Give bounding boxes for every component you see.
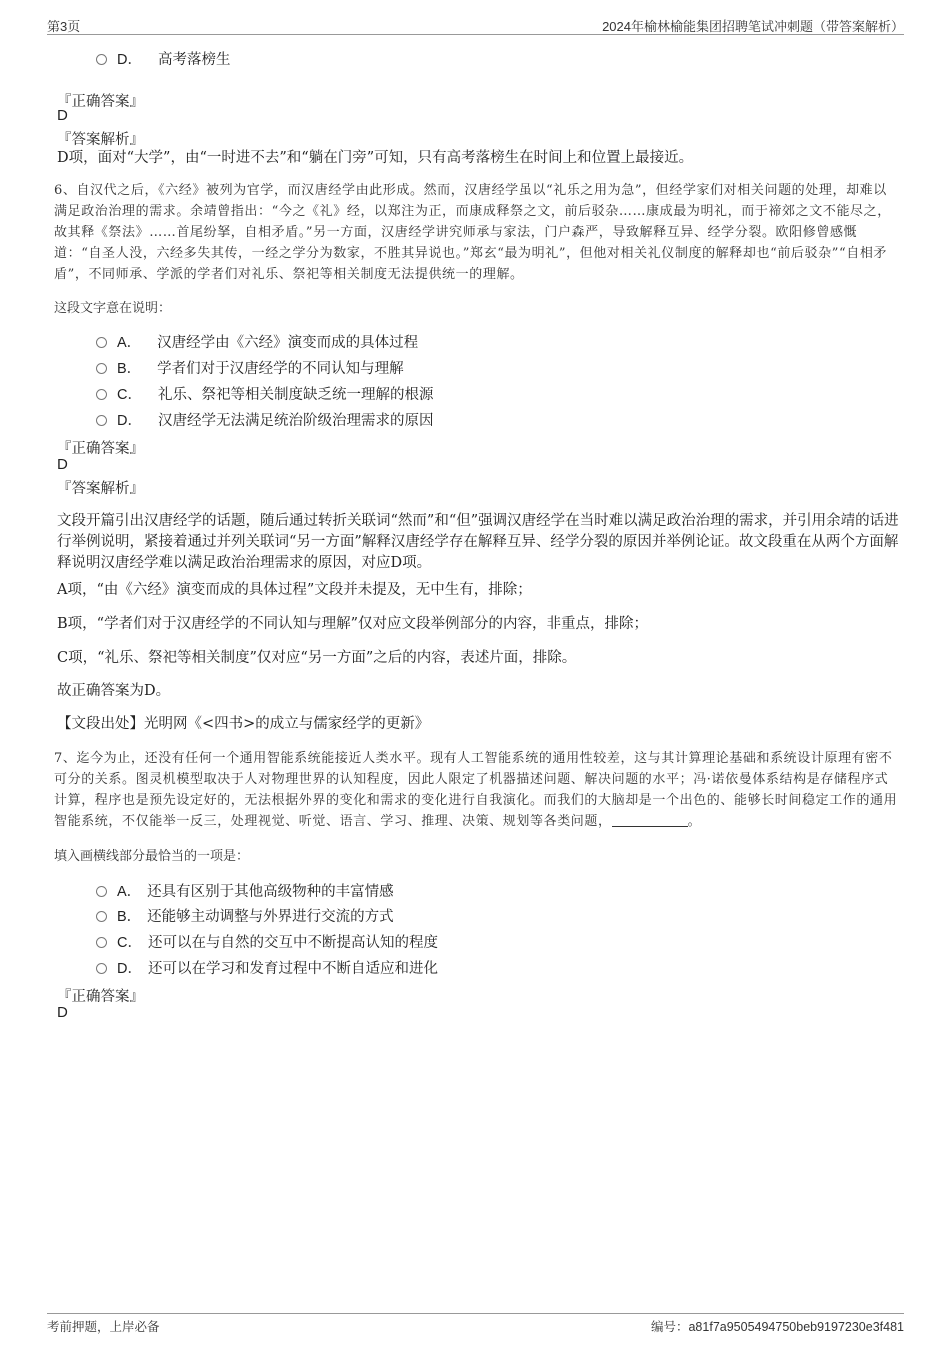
radio-icon[interactable] (96, 937, 107, 948)
radio-icon[interactable] (96, 337, 107, 348)
q7-option-a[interactable]: A． 还具有区别于其他高级物种的丰富情感 (96, 880, 394, 901)
q6-option-a[interactable]: A． 汉唐经学由《六经》演变而成的具体过程 (96, 331, 418, 352)
q6-analysis-label: 『答案解析』 (57, 481, 144, 497)
code-label: 编号： (650, 1319, 689, 1334)
q6-answer: D (57, 456, 68, 473)
document-code (651, 1317, 904, 1335)
q6-prompt: 这段文字意在说明： (54, 301, 172, 316)
radio-icon[interactable] (96, 963, 107, 974)
q6-option-b[interactable]: B． 学者们对于汉唐经学的不同认知与理解 (96, 357, 404, 378)
q7-option-d[interactable]: D． 还可以在学习和发育过程中不断自适应和进化 (96, 957, 438, 978)
q6-option-d[interactable]: D． 汉唐经学无法满足统治阶级治理需求的原因 (96, 409, 433, 430)
q6-answer-label: 『正确答案』 (57, 441, 144, 457)
page-header (47, 14, 904, 35)
q7-stem: 7、迄今为止，还没有任何一个通用智能系统能接近人类水平。现有人工智能系统的通用性较差，这与其计算理论基础和系统设计原理有密不可分的关系。图灵机模型取决于人对物理世界的认知程度，因此人限定了机器描述问题、解决问题的水平；冯·诺依曼体系结构是存储程序式计算，程序也是预先设定好的，无法根据外界的变化和需求的变化进行自我演化。而我们的大脑却是一个出色的、能够长时间稳定工作的通用智能系统，不仅能举一反三，处理视觉、听觉、语言、学习、推理、决策、规划等各类问题， 。 (54, 751, 898, 829)
page-number: 第3页 (47, 19, 81, 34)
q7-option-c[interactable]: C． 还可以在与自然的交互中不断提高认知的程度 (96, 931, 438, 952)
q6-option-c[interactable]: C． 礼乐、祭祀等相关制度缺乏统一理解的根源 (96, 383, 433, 404)
code-value: a81f7a9505494750beb9197230e3f481 (688, 1320, 904, 1334)
q7-prompt: 填入画横线部分最恰当的一项是： (54, 849, 250, 864)
radio-icon[interactable] (96, 54, 107, 65)
page-footer (47, 1313, 904, 1338)
q5-option-d[interactable]: D． 高考落榜生 (96, 48, 230, 69)
q6-analysis-a: A项，“由《六经》演变而成的具体过程”文段并未提及，无中生有，排除； (57, 582, 532, 598)
footer-slogan: 考前押题，上岸必备 (47, 1319, 160, 1334)
q5-answer: D (57, 107, 68, 124)
q6-conclusion: 故正确答案为D。 (57, 683, 171, 699)
q7-option-b[interactable]: B． 还能够主动调整与外界进行交流的方式 (96, 905, 394, 926)
q6-analysis-c: C项，“礼乐、祭祀等相关制度”仅对应“另一方面”之后的内容，表述片面，排除。 (57, 650, 577, 666)
q7-answer-label: 『正确答案』 (57, 989, 144, 1005)
q5-answer-label: 『正确答案』 (57, 94, 144, 110)
radio-icon[interactable] (96, 389, 107, 400)
radio-icon[interactable] (96, 911, 107, 922)
q5-analysis: D项，面对“大学”，由“一时进不去”和“躺在门旁”可知，只有高考落榜生在时间上和位置上最接近。 (57, 150, 694, 166)
q7-answer: D (57, 1004, 68, 1021)
radio-icon[interactable] (96, 415, 107, 426)
q6-stem: 6、自汉代之后，《六经》被列为官学，而汉唐经学由此形成。然而，汉唐经学虽以“礼乐之用为急”，但经学家们对相关问题的处理，却难以满足政治治理的需求。余靖曾指出：“今之《礼》经，以郑注为正，而康成释祭之文，前后驳杂……康成最为明礼，而于禘郊之文不能尽之，故其释《祭法》……首尾纷拏，自相矛盾。”另一方面，汉唐经学讲究师承与家法，门户森严，导致解释互异、经学分裂。欧阳修曾感慨道：“自圣人没，六经多失其传，一经之学分为数家，不胜其异说也。”郑玄“最为明礼”，但他对相关礼仪制度的解释却也“前后驳杂”“自相矛盾”，不同师承、学派的学者们对礼乐、祭祀等相关制度无法提供统一的理解。 (54, 183, 891, 282)
q6-analysis-b: B项，“学者们对于汉唐经学的不同认知与理解”仅对应文段举例部分的内容，非重点，排除； (57, 616, 648, 632)
answer-blank (612, 816, 688, 827)
document-title: 2024年榆林榆能集团招聘笔试冲刺题（带答案解析） (602, 19, 904, 34)
q6-source: 【文段出处】光明网《<四书>的成立与儒家经学的更新》 (57, 716, 430, 732)
q5-analysis-label: 『答案解析』 (57, 132, 144, 148)
radio-icon[interactable] (96, 886, 107, 897)
q6-analysis-paragraph: 文段开篇引出汉唐经学的话题，随后通过转折关联词“然而”和“但”强调汉唐经学在当时难以满足政治治理的需求，并引用余靖的话进行举例说明，紧接着通过并列关联词“另一方面”解释汉唐经学存在解释互异、经学分裂的原因并举例论证。故文段重在从两个方面解释说明汉唐经学难以满足政治治理需求的原因，对应D项。 (57, 513, 899, 571)
radio-icon[interactable] (96, 363, 107, 374)
